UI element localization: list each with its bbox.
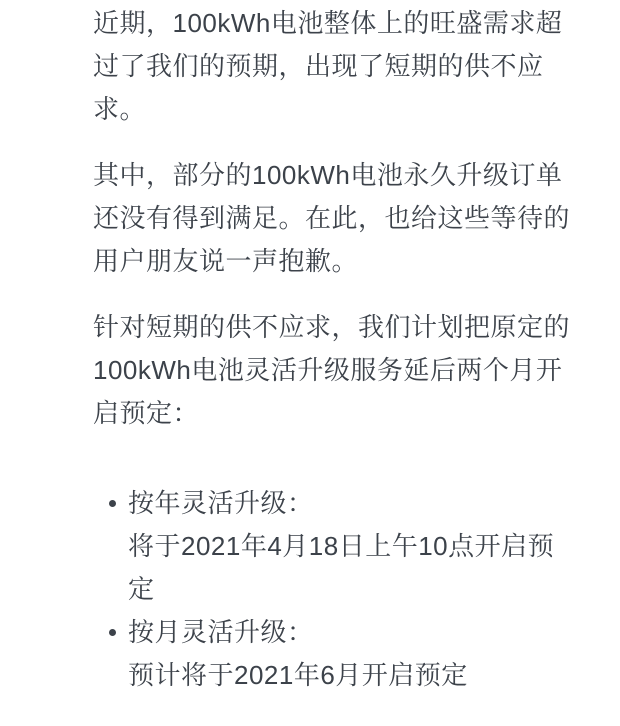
paragraph-line: 还没有得到满足。在此，也给这些等待的: [93, 203, 571, 233]
list-item-yearly-upgrade: [93, 482, 565, 611]
list-item-detail-line: 将于2021年4月18日上午10点开启预: [128, 531, 555, 561]
paragraph-line: 过了我们的预期，出现了短期的供不应: [93, 51, 544, 81]
bullet-icon: [109, 629, 116, 636]
paragraph-line: 启预定：: [93, 398, 200, 428]
list-item-detail-line: 预计将于2021年6月开启预定: [128, 660, 468, 690]
list-item-detail-line: 定: [128, 574, 155, 604]
paragraph-line: 其中，部分的100kWh电池永久升级订单: [93, 160, 563, 190]
list-item-monthly-upgrade: [93, 611, 565, 697]
paragraph-plan: [93, 306, 571, 435]
paragraph-line: 用户朋友说一声抱歉。: [93, 246, 359, 276]
paragraph-line: 求。: [93, 94, 147, 124]
paragraph-demand: [93, 2, 565, 131]
upgrade-schedule-list: [93, 482, 565, 697]
paragraph-apology: [93, 154, 571, 283]
paragraph-line: 100kWh电池灵活升级服务延后两个月开: [93, 355, 563, 385]
paragraph-line: 近期，100kWh电池整体上的旺盛需求超: [93, 8, 563, 38]
paragraph-line: 针对短期的供不应求，我们计划把原定的: [93, 312, 571, 342]
list-item-label: 按月灵活升级：: [128, 617, 314, 647]
bullet-icon: [109, 500, 116, 507]
list-item-label: 按年灵活升级：: [128, 488, 314, 518]
